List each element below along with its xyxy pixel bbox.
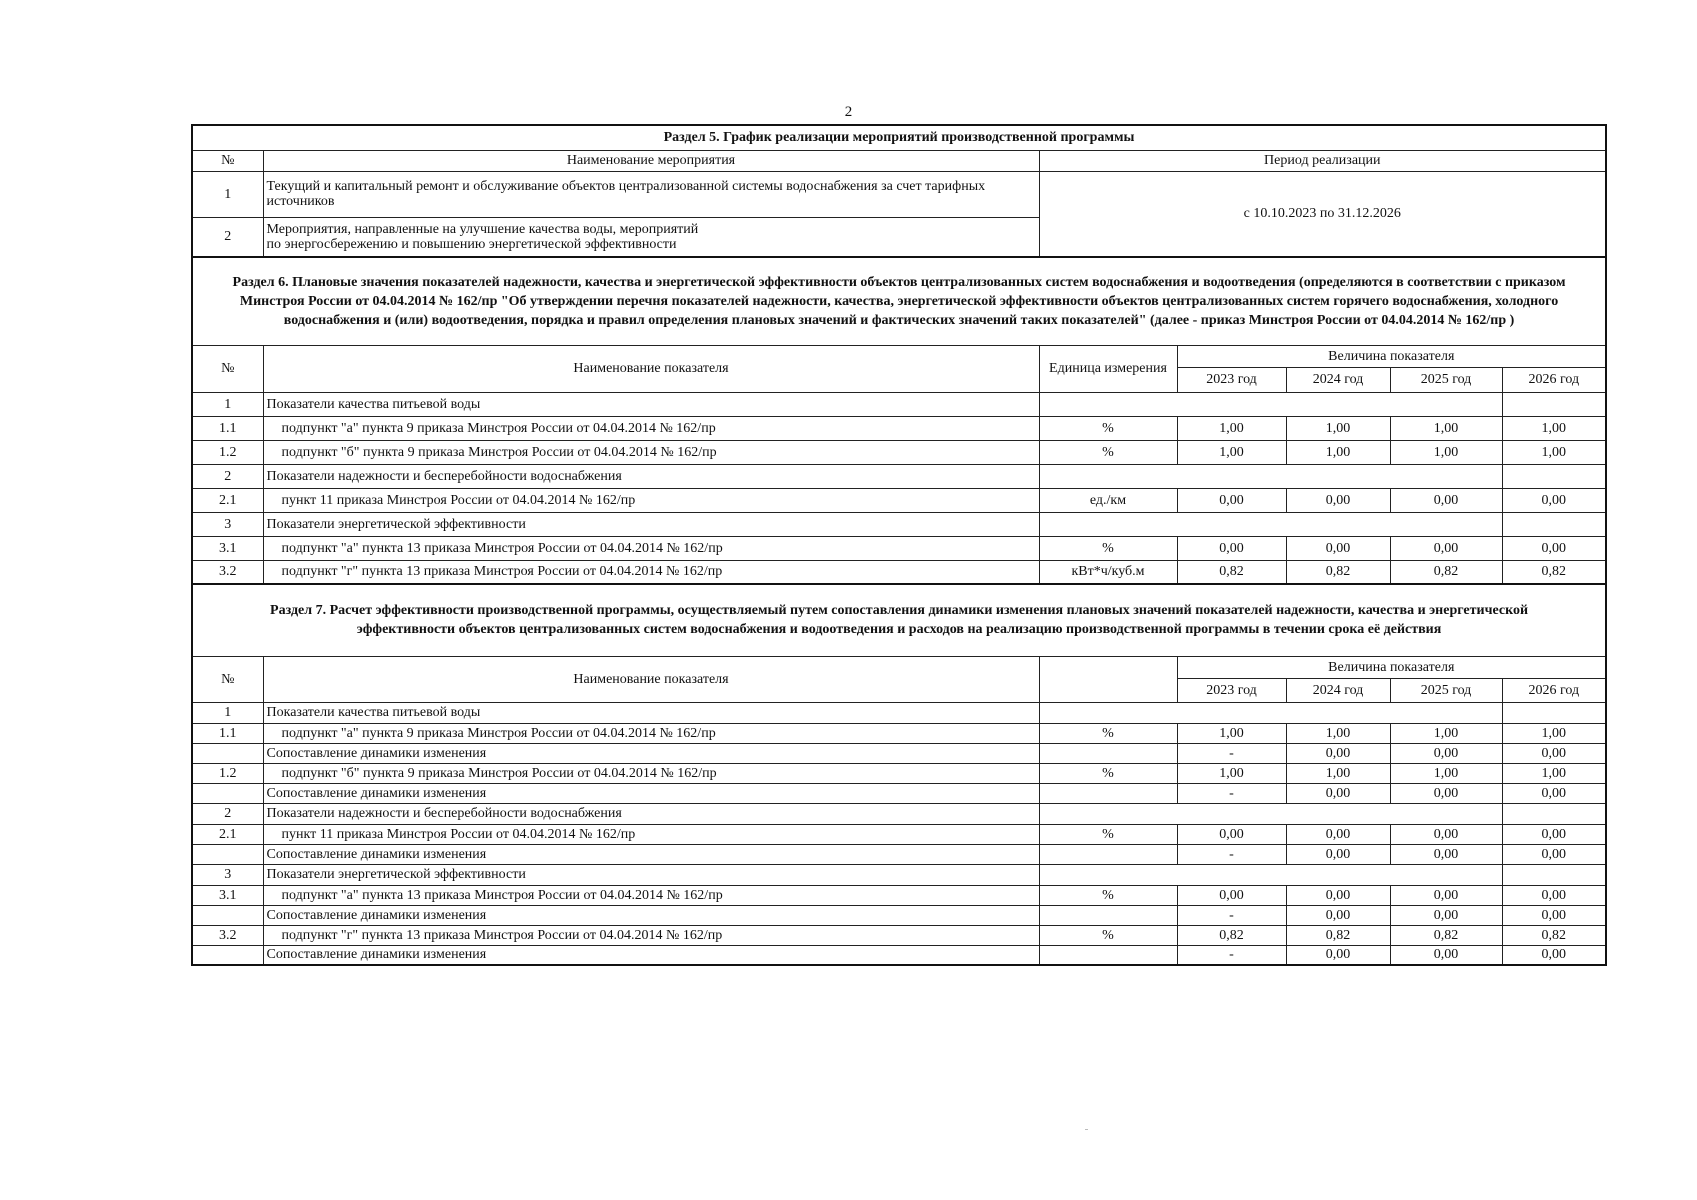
row-name: Сопоставление динамики изменения <box>263 844 1039 864</box>
row-value: 0,82 <box>1502 560 1606 584</box>
row-value: 0,00 <box>1286 945 1390 965</box>
row-value: - <box>1177 844 1286 864</box>
production-program-table <box>191 124 1607 966</box>
row-name: Показатели надежности и бесперебойности водоснабжения <box>263 464 1039 488</box>
row-value: - <box>1177 945 1286 965</box>
row-value: 0,00 <box>1502 824 1606 844</box>
section6-header-value: Величина показателя <box>1177 345 1606 367</box>
row-num: 2.1 <box>192 824 263 844</box>
comparison-row <box>192 945 1606 965</box>
row-value: 0,00 <box>1286 844 1390 864</box>
comparison-row <box>192 743 1606 763</box>
row-num: 1.1 <box>192 416 263 440</box>
row-value: 0,82 <box>1177 560 1286 584</box>
row-name: Сопоставление динамики изменения <box>263 945 1039 965</box>
section5-period: с 10.10.2023 по 31.12.2026 <box>1039 171 1606 257</box>
row-value: 1,00 <box>1286 440 1390 464</box>
row-name: Показатели качества питьевой воды <box>263 392 1039 416</box>
group-row <box>192 464 1606 488</box>
section5-row-num: 1 <box>192 171 263 217</box>
group-spacer <box>1502 864 1606 885</box>
indicator-row <box>192 536 1606 560</box>
row-name: подпункт "а" пункта 13 приказа Минстроя России от 04.04.2014 № 162/пр <box>263 536 1039 560</box>
indicator-row <box>192 560 1606 584</box>
group-spacer <box>1039 864 1502 885</box>
row-value: 0,82 <box>1390 560 1502 584</box>
indicator-row <box>192 885 1606 905</box>
row-value: 0,82 <box>1177 925 1286 945</box>
row-unit: ед./км <box>1039 488 1177 512</box>
section7-year: 2025 год <box>1390 678 1502 702</box>
row-num <box>192 743 263 763</box>
group-spacer <box>1502 702 1606 723</box>
section6-year: 2025 год <box>1390 367 1502 392</box>
row-value: 0,00 <box>1177 885 1286 905</box>
row-unit: % <box>1039 416 1177 440</box>
row-value: 1,00 <box>1177 440 1286 464</box>
row-name: подпункт "г" пункта 13 приказа Минстроя России от 04.04.2014 № 162/пр <box>263 560 1039 584</box>
row-unit: % <box>1039 885 1177 905</box>
section7-year: 2023 год <box>1177 678 1286 702</box>
section5-row-name-line: по энергосбережению и повышению энергетической эффективности <box>266 236 677 252</box>
row-value: 0,00 <box>1502 743 1606 763</box>
row-value: - <box>1177 743 1286 763</box>
row-value: 1,00 <box>1286 763 1390 783</box>
row-num: 3 <box>192 864 263 885</box>
section7-year: 2024 год <box>1286 678 1390 702</box>
row-name: Показатели качества питьевой воды <box>263 702 1039 723</box>
group-row <box>192 512 1606 536</box>
row-value: 0,82 <box>1286 925 1390 945</box>
row-unit: % <box>1039 536 1177 560</box>
row-num: 2 <box>192 464 263 488</box>
row-unit <box>1039 945 1177 965</box>
row-value: 1,00 <box>1502 763 1606 783</box>
group-row <box>192 864 1606 885</box>
section7-title <box>192 584 1606 656</box>
row-num: 1.1 <box>192 723 263 743</box>
row-value: 1,00 <box>1286 416 1390 440</box>
group-spacer <box>1039 464 1502 488</box>
group-spacer <box>1502 803 1606 824</box>
row-num: 2 <box>192 803 263 824</box>
indicator-row <box>192 488 1606 512</box>
row-value: 0,00 <box>1390 945 1502 965</box>
row-value: 0,00 <box>1502 536 1606 560</box>
row-value: 0,00 <box>1286 905 1390 925</box>
section6-header-num: № <box>192 345 263 392</box>
section6-title-row <box>192 257 1606 345</box>
row-value: 1,00 <box>1390 416 1502 440</box>
indicator-row <box>192 723 1606 743</box>
section7-header-name: Наименование показателя <box>263 656 1039 702</box>
row-name: подпункт "б" пункта 9 приказа Минстроя России от 04.04.2014 № 162/пр <box>263 763 1039 783</box>
row-value: 1,00 <box>1390 763 1502 783</box>
row-name: Сопоставление динамики изменения <box>263 905 1039 925</box>
row-num <box>192 783 263 803</box>
row-name: подпункт "а" пункта 13 приказа Минстроя России от 04.04.2014 № 162/пр <box>263 885 1039 905</box>
scan-speck <box>1085 1129 1088 1130</box>
row-name: Сопоставление динамики изменения <box>263 743 1039 763</box>
row-value: 0,00 <box>1286 783 1390 803</box>
indicator-row <box>192 440 1606 464</box>
row-value: 1,00 <box>1502 723 1606 743</box>
section6-header-name: Наименование показателя <box>263 345 1039 392</box>
row-num: 3.1 <box>192 885 263 905</box>
section6-title: Раздел 6. Плановые значения показателей надежности, качества и энергетической эффективности объектов централизованных систем водоснабжения и водоотведения (определяются в соответствии с приказом Минстроя России от 04.04.2014 № 162/пр "Об утверждении перечня показателей надежности, качества, энергетической эффективности объектов централизованных систем горячего водоснабжения, холодного водоснабжения и (или) водоотведения, порядка и правил определения плановых значений и фактических значений таких показателей" (далее - приказ Минстроя России от 04.04.2014 № 162/пр ) <box>192 257 1606 345</box>
row-name: Показатели надежности и бесперебойности водоснабжения <box>263 803 1039 824</box>
row-value: 0,82 <box>1286 560 1390 584</box>
row-value: 0,00 <box>1390 488 1502 512</box>
group-spacer <box>1039 512 1502 536</box>
row-value: 0,82 <box>1390 925 1502 945</box>
section6-header-unit: Единица измерения <box>1039 345 1177 392</box>
section5-header-name: Наименование мероприятия <box>263 150 1039 171</box>
indicator-row <box>192 824 1606 844</box>
group-spacer <box>1039 392 1502 416</box>
row-value: 1,00 <box>1177 763 1286 783</box>
section6-header-row <box>192 345 1606 367</box>
section5-header-period: Период реализации <box>1039 150 1606 171</box>
row-name: Сопоставление динамики изменения <box>263 783 1039 803</box>
row-unit: % <box>1039 763 1177 783</box>
row-name: Показатели энергетической эффективности <box>263 512 1039 536</box>
row-value: 1,00 <box>1502 416 1606 440</box>
row-value: 0,00 <box>1502 885 1606 905</box>
row-num: 1.2 <box>192 763 263 783</box>
row-value: 0,00 <box>1286 536 1390 560</box>
row-name: подпункт "г" пункта 13 приказа Минстроя России от 04.04.2014 № 162/пр <box>263 925 1039 945</box>
row-value: 1,00 <box>1390 440 1502 464</box>
row-value: 0,00 <box>1502 905 1606 925</box>
section7-title-line: Раздел 7. Расчет эффективности производственной программы, осуществляемый путем сопоставления динамики изменения плановых значений показателей надежности, качества и энергетической <box>270 603 1529 619</box>
comparison-row <box>192 905 1606 925</box>
section5-header-num: № <box>192 150 263 171</box>
row-value: 0,00 <box>1390 824 1502 844</box>
section7-header-num: № <box>192 656 263 702</box>
row-num: 3 <box>192 512 263 536</box>
section6-year: 2026 год <box>1502 367 1606 392</box>
row-value: 0,00 <box>1177 488 1286 512</box>
row-unit: % <box>1039 824 1177 844</box>
row-value: 0,00 <box>1390 885 1502 905</box>
section7-header-row <box>192 656 1606 678</box>
row-unit <box>1039 783 1177 803</box>
row-value: 1,00 <box>1286 723 1390 743</box>
section5-row-name: Текущий и капитальный ремонт и обслуживание объектов централизованной системы водоснабжения за счет тарифных источников <box>263 171 1039 217</box>
row-value: 0,00 <box>1286 824 1390 844</box>
row-name: пункт 11 приказа Минстроя России от 04.04.2014 № 162/пр <box>263 824 1039 844</box>
section7-year: 2026 год <box>1502 678 1606 702</box>
row-num: 2.1 <box>192 488 263 512</box>
row-value: 1,00 <box>1177 723 1286 743</box>
section6-year: 2024 год <box>1286 367 1390 392</box>
row-unit: % <box>1039 723 1177 743</box>
section5-title-row <box>192 125 1606 150</box>
row-unit <box>1039 844 1177 864</box>
group-row <box>192 702 1606 723</box>
section5-row-1 <box>192 171 1606 217</box>
group-row <box>192 803 1606 824</box>
row-value: - <box>1177 905 1286 925</box>
row-name: подпункт "а" пункта 9 приказа Минстроя России от 04.04.2014 № 162/пр <box>263 723 1039 743</box>
row-num: 1 <box>192 702 263 723</box>
group-spacer <box>1039 803 1502 824</box>
section5-row-name <box>263 217 1039 257</box>
section7-header-unit <box>1039 656 1177 702</box>
section7-header-value: Величина показателя <box>1177 656 1606 678</box>
section5-row-num: 2 <box>192 217 263 257</box>
row-value: 0,00 <box>1286 885 1390 905</box>
row-value: 0,00 <box>1177 824 1286 844</box>
row-num: 3.2 <box>192 925 263 945</box>
row-num: 1 <box>192 392 263 416</box>
row-value: 0,82 <box>1502 925 1606 945</box>
indicator-row <box>192 416 1606 440</box>
row-name: пункт 11 приказа Минстроя России от 04.04.2014 № 162/пр <box>263 488 1039 512</box>
comparison-row <box>192 783 1606 803</box>
group-spacer <box>1502 464 1606 488</box>
row-value: 0,00 <box>1286 488 1390 512</box>
row-name: подпункт "б" пункта 9 приказа Минстроя России от 04.04.2014 № 162/пр <box>263 440 1039 464</box>
indicator-row <box>192 925 1606 945</box>
row-value: 0,00 <box>1502 945 1606 965</box>
row-value: 1,00 <box>1390 723 1502 743</box>
section6-year: 2023 год <box>1177 367 1286 392</box>
row-unit <box>1039 905 1177 925</box>
row-value: 1,00 <box>1177 416 1286 440</box>
row-value: 0,00 <box>1502 488 1606 512</box>
row-value: - <box>1177 783 1286 803</box>
row-value: 0,00 <box>1390 905 1502 925</box>
section5-title: Раздел 5. График реализации мероприятий производственной программы <box>192 125 1606 150</box>
row-unit <box>1039 743 1177 763</box>
row-value: 0,00 <box>1502 844 1606 864</box>
row-value: 0,00 <box>1390 783 1502 803</box>
section5-header-row <box>192 150 1606 171</box>
section5-row-name-line: Мероприятия, направленные на улучшение качества воды, мероприятий <box>266 221 699 237</box>
row-unit: кВт*ч/куб.м <box>1039 560 1177 584</box>
row-num <box>192 844 263 864</box>
comparison-row <box>192 844 1606 864</box>
section7-title-row <box>192 584 1606 656</box>
group-spacer <box>1502 392 1606 416</box>
row-value: 0,00 <box>1390 743 1502 763</box>
row-unit: % <box>1039 925 1177 945</box>
group-spacer <box>1502 512 1606 536</box>
row-name: подпункт "а" пункта 9 приказа Минстроя России от 04.04.2014 № 162/пр <box>263 416 1039 440</box>
group-row <box>192 392 1606 416</box>
indicator-row <box>192 763 1606 783</box>
row-value: 0,00 <box>1390 844 1502 864</box>
group-spacer <box>1039 702 1502 723</box>
row-value: 0,00 <box>1177 536 1286 560</box>
row-num <box>192 945 263 965</box>
row-value: 0,00 <box>1286 743 1390 763</box>
page-number: 2 <box>844 104 853 120</box>
row-name: Показатели энергетической эффективности <box>263 864 1039 885</box>
row-value: 0,00 <box>1502 783 1606 803</box>
section7-title-line: эффективности объектов централизованных систем водоснабжения и водоотведения и расходов на реализацию производственной программы в течении срока её действия <box>356 622 1442 638</box>
row-value: 0,00 <box>1390 536 1502 560</box>
row-unit: % <box>1039 440 1177 464</box>
row-num: 3.2 <box>192 560 263 584</box>
row-num: 3.1 <box>192 536 263 560</box>
row-value: 1,00 <box>1502 440 1606 464</box>
row-num <box>192 905 263 925</box>
row-num: 1.2 <box>192 440 263 464</box>
